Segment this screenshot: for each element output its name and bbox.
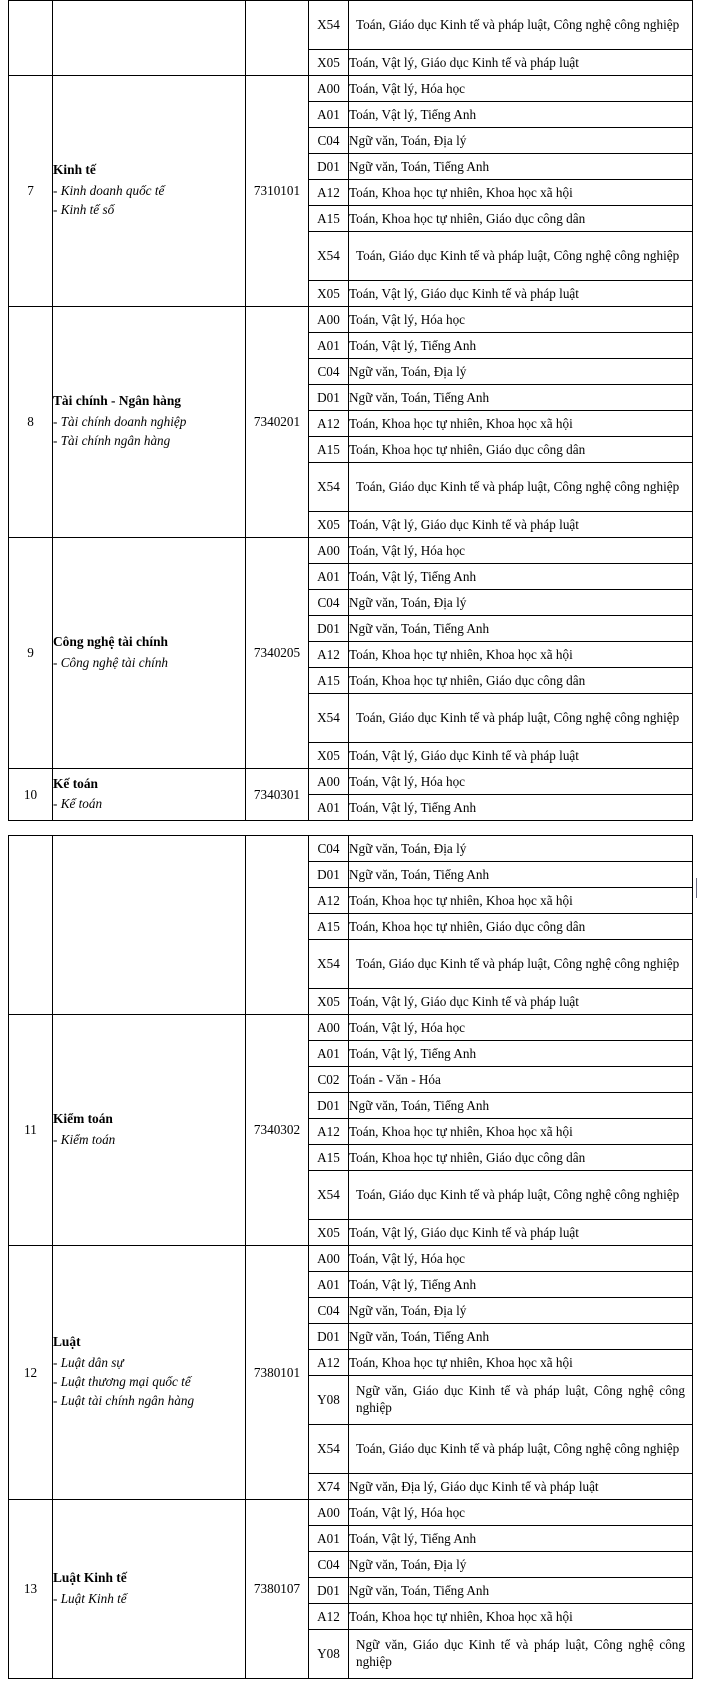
combination-subjects-cell: Toán, Vật lý, Tiếng Anh — [349, 1272, 693, 1298]
combination-subjects-cell: Toán, Khoa học tự nhiên, Khoa học xã hội — [349, 411, 693, 437]
combination-code-cell: C04 — [309, 359, 349, 385]
combination-subjects-cell: Toán, Vật lý, Giáo dục Kinh tế và pháp luật — [349, 989, 693, 1015]
table-row — [9, 76, 693, 102]
combination-code-cell: X54 — [309, 1171, 349, 1220]
major-name-cell — [53, 1, 246, 76]
major-title: Luật — [53, 1334, 81, 1350]
combination-code-cell: C04 — [309, 128, 349, 154]
major-code-cell: 7340205 — [246, 538, 309, 769]
combination-subjects-cell: Toán, Vật lý, Giáo dục Kinh tế và pháp luật — [349, 512, 693, 538]
combination-code-cell: A00 — [309, 1246, 349, 1272]
specialization-item: - Luật Kinh tế — [53, 1590, 127, 1606]
specialization-item: - Kinh tế số — [53, 202, 115, 218]
major-code-cell: 7340301 — [246, 769, 309, 821]
specialization-item: - Luật dân sự — [53, 1355, 124, 1371]
combination-code-cell: A12 — [309, 1350, 349, 1376]
major-name-cell — [53, 307, 246, 538]
major-name-cell — [53, 76, 246, 307]
combination-subjects-cell: Toán, Vật lý, Tiếng Anh — [349, 333, 693, 359]
combination-code-cell: A00 — [309, 1500, 349, 1526]
combination-subjects-cell: Toán, Vật lý, Hóa học — [349, 1246, 693, 1272]
combination-code-cell: A00 — [309, 769, 349, 795]
combination-code-cell: C04 — [309, 836, 349, 862]
specialization-item: - Kế toán — [53, 796, 103, 812]
combination-subjects-cell: Toán, Vật lý, Hóa học — [349, 769, 693, 795]
combination-code-cell: A15 — [309, 1145, 349, 1171]
major-name-cell — [53, 1246, 246, 1500]
combination-subjects-cell: Toán, Vật lý, Hóa học — [349, 307, 693, 333]
combination-code-cell: A01 — [309, 1526, 349, 1552]
combination-code-cell: X54 — [309, 232, 349, 281]
combination-subjects-cell: Ngữ văn, Toán, Tiếng Anh — [349, 1093, 693, 1119]
combination-subjects-cell: Toán, Giáo dục Kinh tế và pháp luật, Công nghệ công nghiệp — [349, 1, 693, 50]
combination-subjects-cell: Ngữ văn, Toán, Tiếng Anh — [349, 1324, 693, 1350]
combination-code-cell: X05 — [309, 989, 349, 1015]
table-row — [9, 1, 693, 50]
major-code-cell: 7380107 — [246, 1500, 309, 1679]
combination-subjects-cell: Ngữ văn, Giáo dục Kinh tế và pháp luật, Công nghệ công nghiệp — [349, 1376, 693, 1425]
combination-subjects-cell: Toán, Khoa học tự nhiên, Khoa học xã hội — [349, 888, 693, 914]
combination-subjects-cell: Ngữ văn, Toán, Tiếng Anh — [349, 862, 693, 888]
combination-subjects-cell: Toán, Giáo dục Kinh tế và pháp luật, Công nghệ công nghiệp — [349, 1171, 693, 1220]
specialization-item: - Kiểm toán — [53, 1131, 116, 1147]
table-row — [9, 538, 693, 564]
table-row — [9, 307, 693, 333]
combination-code-cell: A15 — [309, 206, 349, 232]
combination-subjects-cell: Toán, Giáo dục Kinh tế và pháp luật, Công nghệ công nghiệp — [349, 940, 693, 989]
major-code-cell — [246, 1, 309, 76]
table-row — [9, 769, 693, 795]
major-title: Công nghệ tài chính — [53, 634, 168, 650]
major-title: Luật Kinh tế — [53, 1570, 127, 1586]
combination-code-cell: A12 — [309, 180, 349, 206]
combination-subjects-cell: Ngữ văn, Giáo dục Kinh tế và pháp luật, Công nghệ công nghiệp — [349, 1630, 693, 1679]
combination-code-cell: X54 — [309, 463, 349, 512]
combination-subjects-cell: Toán, Khoa học tự nhiên, Giáo dục công dân — [349, 1145, 693, 1171]
combination-subjects-cell: Ngữ văn, Toán, Tiếng Anh — [349, 385, 693, 411]
combination-subjects-cell: Ngữ văn, Toán, Địa lý — [349, 836, 693, 862]
combination-subjects-cell: Toán, Vật lý, Giáo dục Kinh tế và pháp luật — [349, 50, 693, 76]
scan-edge-artifact — [696, 878, 702, 898]
combination-subjects-cell: Toán, Vật lý, Giáo dục Kinh tế và pháp luật — [349, 743, 693, 769]
major-title: Kiểm toán — [53, 1111, 113, 1127]
specialization-item: - Công nghệ tài chính — [53, 654, 169, 670]
combination-code-cell: D01 — [309, 1093, 349, 1119]
row-index-cell — [9, 836, 53, 1015]
combination-code-cell: D01 — [309, 1324, 349, 1350]
major-code-cell: 7340201 — [246, 307, 309, 538]
major-title: Kinh tế — [53, 162, 96, 178]
major-name-cell — [53, 836, 246, 1015]
combination-subjects-cell: Toán, Khoa học tự nhiên, Khoa học xã hội — [349, 1604, 693, 1630]
admissions-table — [8, 835, 693, 1679]
combination-subjects-cell: Toán, Khoa học tự nhiên, Khoa học xã hội — [349, 180, 693, 206]
combination-code-cell: D01 — [309, 385, 349, 411]
major-title: Kế toán — [53, 775, 99, 791]
major-name-cell — [53, 1015, 246, 1246]
row-index-cell: 7 — [9, 76, 53, 307]
admissions-table — [8, 0, 693, 821]
combination-subjects-cell: Toán, Khoa học tự nhiên, Giáo dục công dân — [349, 914, 693, 940]
combination-code-cell: X54 — [309, 694, 349, 743]
combination-subjects-cell: Toán, Giáo dục Kinh tế và pháp luật, Công nghệ công nghiệp — [349, 694, 693, 743]
row-index-cell: 12 — [9, 1246, 53, 1500]
major-title: Tài chính - Ngân hàng — [53, 393, 181, 409]
table-row — [9, 1500, 693, 1526]
combination-subjects-cell: Ngữ văn, Toán, Địa lý — [349, 128, 693, 154]
combination-subjects-cell: Ngữ văn, Toán, Địa lý — [349, 590, 693, 616]
combination-subjects-cell: Toán, Khoa học tự nhiên, Khoa học xã hội — [349, 642, 693, 668]
combination-code-cell: A00 — [309, 76, 349, 102]
specialization-item: - Tài chính ngân hàng — [53, 433, 171, 449]
major-code-cell — [246, 836, 309, 1015]
combination-code-cell: Y08 — [309, 1376, 349, 1425]
combination-code-cell: A12 — [309, 1604, 349, 1630]
combination-subjects-cell: Toán, Giáo dục Kinh tế và pháp luật, Công nghệ công nghiệp — [349, 232, 693, 281]
combination-code-cell: A01 — [309, 333, 349, 359]
combination-subjects-cell: Toán - Văn - Hóa — [349, 1067, 693, 1093]
combination-subjects-cell: Toán, Khoa học tự nhiên, Khoa học xã hội — [349, 1350, 693, 1376]
combination-code-cell: A01 — [309, 102, 349, 128]
combination-code-cell: A15 — [309, 914, 349, 940]
combination-subjects-cell: Ngữ văn, Toán, Địa lý — [349, 1298, 693, 1324]
combination-code-cell: A00 — [309, 307, 349, 333]
combination-code-cell: A01 — [309, 795, 349, 821]
combination-subjects-cell: Toán, Vật lý, Hóa học — [349, 538, 693, 564]
combination-subjects-cell: Toán, Vật lý, Giáo dục Kinh tế và pháp luật — [349, 1220, 693, 1246]
combination-code-cell: D01 — [309, 616, 349, 642]
combination-code-cell: C02 — [309, 1067, 349, 1093]
combination-subjects-cell: Ngữ văn, Địa lý, Giáo dục Kinh tế và pháp luật — [349, 1474, 693, 1500]
combination-subjects-cell: Toán, Vật lý, Hóa học — [349, 1500, 693, 1526]
combination-subjects-cell: Toán, Khoa học tự nhiên, Khoa học xã hội — [349, 1119, 693, 1145]
combination-code-cell: X54 — [309, 1425, 349, 1474]
combination-code-cell: X54 — [309, 1, 349, 50]
combination-subjects-cell: Toán, Vật lý, Tiếng Anh — [349, 102, 693, 128]
combination-subjects-cell: Ngữ văn, Toán, Tiếng Anh — [349, 1578, 693, 1604]
major-name-cell — [53, 1500, 246, 1679]
combination-code-cell: X05 — [309, 512, 349, 538]
combination-code-cell: A15 — [309, 668, 349, 694]
combination-code-cell: A01 — [309, 564, 349, 590]
combination-code-cell: X74 — [309, 1474, 349, 1500]
table-row — [9, 836, 693, 862]
table-row — [9, 1015, 693, 1041]
combination-code-cell: A00 — [309, 538, 349, 564]
row-index-cell: 8 — [9, 307, 53, 538]
combination-code-cell: C04 — [309, 1552, 349, 1578]
combination-subjects-cell: Toán, Khoa học tự nhiên, Giáo dục công dân — [349, 206, 693, 232]
row-index-cell: 11 — [9, 1015, 53, 1246]
combination-code-cell: X05 — [309, 281, 349, 307]
major-name-cell — [53, 538, 246, 769]
table-row — [9, 1246, 693, 1272]
combination-code-cell: X05 — [309, 1220, 349, 1246]
combination-subjects-cell: Toán, Vật lý, Hóa học — [349, 76, 693, 102]
combination-code-cell: A12 — [309, 1119, 349, 1145]
specialization-item: - Luật thương mại quốc tế — [53, 1374, 191, 1390]
combination-code-cell: D01 — [309, 1578, 349, 1604]
specialization-item: - Luật tài chính ngân hàng — [53, 1393, 195, 1409]
page-break-gap — [8, 821, 692, 835]
combination-subjects-cell: Toán, Vật lý, Tiếng Anh — [349, 564, 693, 590]
combination-code-cell: C04 — [309, 1298, 349, 1324]
combination-code-cell: A01 — [309, 1272, 349, 1298]
major-code-cell: 7310101 — [246, 76, 309, 307]
combination-subjects-cell: Toán, Vật lý, Giáo dục Kinh tế và pháp luật — [349, 281, 693, 307]
combination-subjects-cell: Ngữ văn, Toán, Địa lý — [349, 359, 693, 385]
combination-code-cell: A12 — [309, 642, 349, 668]
combination-code-cell: A01 — [309, 1041, 349, 1067]
row-index-cell: 13 — [9, 1500, 53, 1679]
combination-subjects-cell: Toán, Giáo dục Kinh tế và pháp luật, Công nghệ công nghiệp — [349, 1425, 693, 1474]
combination-code-cell: A12 — [309, 411, 349, 437]
combination-subjects-cell: Toán, Vật lý, Tiếng Anh — [349, 1526, 693, 1552]
combination-code-cell: C04 — [309, 590, 349, 616]
combination-subjects-cell: Toán, Khoa học tự nhiên, Giáo dục công dân — [349, 668, 693, 694]
row-index-cell: 10 — [9, 769, 53, 821]
specialization-item: - Tài chính doanh nghiệp — [53, 414, 187, 430]
row-index-cell: 9 — [9, 538, 53, 769]
combination-code-cell: D01 — [309, 154, 349, 180]
combination-code-cell: X05 — [309, 50, 349, 76]
combination-code-cell: X54 — [309, 940, 349, 989]
combination-subjects-cell: Toán, Giáo dục Kinh tế và pháp luật, Công nghệ công nghiệp — [349, 463, 693, 512]
combination-subjects-cell: Toán, Vật lý, Tiếng Anh — [349, 795, 693, 821]
combination-code-cell: D01 — [309, 862, 349, 888]
combination-subjects-cell: Ngữ văn, Toán, Địa lý — [349, 1552, 693, 1578]
specialization-item: - Kinh doanh quốc tế — [53, 183, 165, 199]
combination-subjects-cell: Toán, Vật lý, Tiếng Anh — [349, 1041, 693, 1067]
major-name-cell — [53, 769, 246, 821]
combination-subjects-cell: Toán, Khoa học tự nhiên, Giáo dục công dân — [349, 437, 693, 463]
major-code-cell: 7340302 — [246, 1015, 309, 1246]
combination-code-cell: X05 — [309, 743, 349, 769]
combination-code-cell: A00 — [309, 1015, 349, 1041]
major-code-cell: 7380101 — [246, 1246, 309, 1500]
combination-code-cell: A12 — [309, 888, 349, 914]
combination-code-cell: Y08 — [309, 1630, 349, 1679]
row-index-cell — [9, 1, 53, 76]
combination-subjects-cell: Ngữ văn, Toán, Tiếng Anh — [349, 616, 693, 642]
combination-subjects-cell: Ngữ văn, Toán, Tiếng Anh — [349, 154, 693, 180]
combination-code-cell: A15 — [309, 437, 349, 463]
combination-subjects-cell: Toán, Vật lý, Hóa học — [349, 1015, 693, 1041]
